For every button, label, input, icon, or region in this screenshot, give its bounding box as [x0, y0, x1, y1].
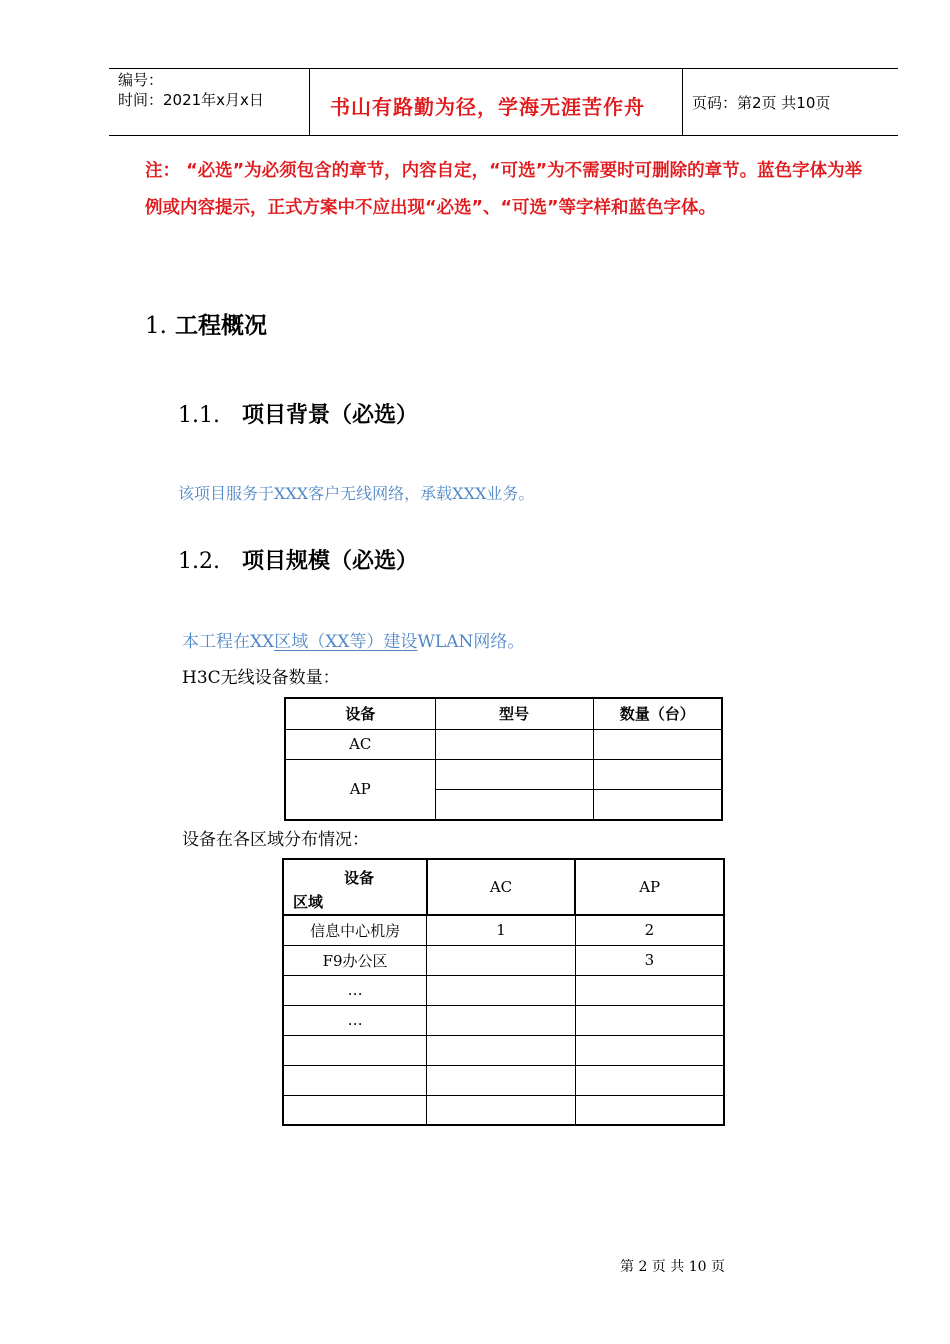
- cell-ac: [427, 945, 576, 975]
- section-1-2-title: 项目规模（必选）: [241, 549, 418, 574]
- cell-area: [283, 1035, 427, 1065]
- col-header-model: 型号: [435, 698, 593, 729]
- cell-ac: [427, 1005, 576, 1035]
- cell-model: [435, 759, 593, 789]
- cell-area: [283, 1065, 427, 1095]
- cell-qty: [593, 729, 722, 759]
- section-1-number: 1.: [145, 313, 167, 339]
- header-divider-right: [682, 68, 683, 136]
- table-row: [285, 759, 722, 789]
- note-text: “必选”为必须包含的章节，内容自定，“可选”为不需要时可删除的章节。蓝色字体为举例或内容提示，正式方案中不应出现“必选”、“可选”等字样和蓝色字体。: [145, 161, 863, 218]
- section-1-1-heading: [178, 398, 418, 429]
- cell-qty: [593, 759, 722, 789]
- cell-area: F9办公区: [283, 945, 427, 975]
- section-1-1-title: 项目背景（必选）: [241, 403, 418, 428]
- table-header-row: [285, 698, 722, 729]
- cell-area: [283, 1095, 427, 1125]
- corner-top-label: 设备: [344, 869, 375, 887]
- doc-time-label: 时间：2021年x月x日: [118, 91, 264, 109]
- section-1-1-hint: 该项目服务于XXX客户无线网络，承载XXX业务。: [178, 484, 535, 503]
- hint-pre: 本工程在XX: [182, 632, 275, 652]
- cell-area: …: [283, 1005, 427, 1035]
- template-note: [145, 153, 865, 227]
- cell-qty: [593, 789, 722, 820]
- cell-ap: [575, 1005, 724, 1035]
- corner-header-cell: [283, 859, 427, 915]
- device-count-label: H3C无线设备数量：: [182, 668, 340, 688]
- table-row: [283, 915, 724, 945]
- corner-bottom-label: 区域: [293, 893, 324, 911]
- note-prefix: 注：: [145, 161, 180, 181]
- col-header-ap: AP: [575, 859, 724, 915]
- cell-ap: [575, 975, 724, 1005]
- table-row: [283, 1065, 724, 1095]
- table-row: [283, 945, 724, 975]
- section-1-2-number: 1.2.: [178, 549, 220, 574]
- table-row: [283, 1005, 724, 1035]
- section-1-2-hint: [182, 627, 524, 652]
- hint-post: WLAN网络。: [417, 632, 525, 652]
- section-1-heading: [145, 307, 267, 340]
- distribution-table: [282, 858, 725, 1126]
- cell-device: AP: [285, 759, 435, 820]
- cell-ac: 1: [427, 915, 576, 945]
- table-row: [283, 1095, 724, 1125]
- cell-ap: [575, 1035, 724, 1065]
- table-row: [283, 1035, 724, 1065]
- cell-ap: 2: [575, 915, 724, 945]
- distribution-label: 设备在各区域分布情况：: [182, 830, 369, 850]
- header-motto: 书山有路勤为径，学海无涯苦作舟: [330, 95, 645, 119]
- hint-underlined: 区域（XX等）建设: [274, 632, 418, 652]
- cell-ap: [575, 1095, 724, 1125]
- section-1-2-heading: [178, 544, 418, 575]
- table-header-row: [283, 859, 724, 915]
- doc-number-label: 编号：: [118, 71, 164, 89]
- cell-ac: [427, 975, 576, 1005]
- cell-ap: 3: [575, 945, 724, 975]
- page-footer: 第 2 页 共 10 页: [620, 1259, 725, 1275]
- cell-ac: [427, 1035, 576, 1065]
- cell-ap: [575, 1065, 724, 1095]
- section-1-1-number: 1.1.: [178, 403, 220, 428]
- table-row: [285, 729, 722, 759]
- col-header-ac: AC: [427, 859, 576, 915]
- cell-area: 信息中心机房: [283, 915, 427, 945]
- header-top-rule: [109, 68, 898, 69]
- cell-area: …: [283, 975, 427, 1005]
- section-1-title: 工程概况: [174, 313, 267, 339]
- header-bottom-rule: [109, 135, 898, 136]
- col-header-qty: 数量（台）: [593, 698, 722, 729]
- header-divider-left: [309, 68, 310, 136]
- col-header-device: 设备: [285, 698, 435, 729]
- cell-ac: [427, 1095, 576, 1125]
- cell-ac: [427, 1065, 576, 1095]
- cell-model: [435, 729, 593, 759]
- cell-model: [435, 789, 593, 820]
- cell-device: AC: [285, 729, 435, 759]
- device-count-table: [284, 697, 723, 821]
- header-page-info: 页码：第2页 共10页: [692, 94, 831, 112]
- table-row: [283, 975, 724, 1005]
